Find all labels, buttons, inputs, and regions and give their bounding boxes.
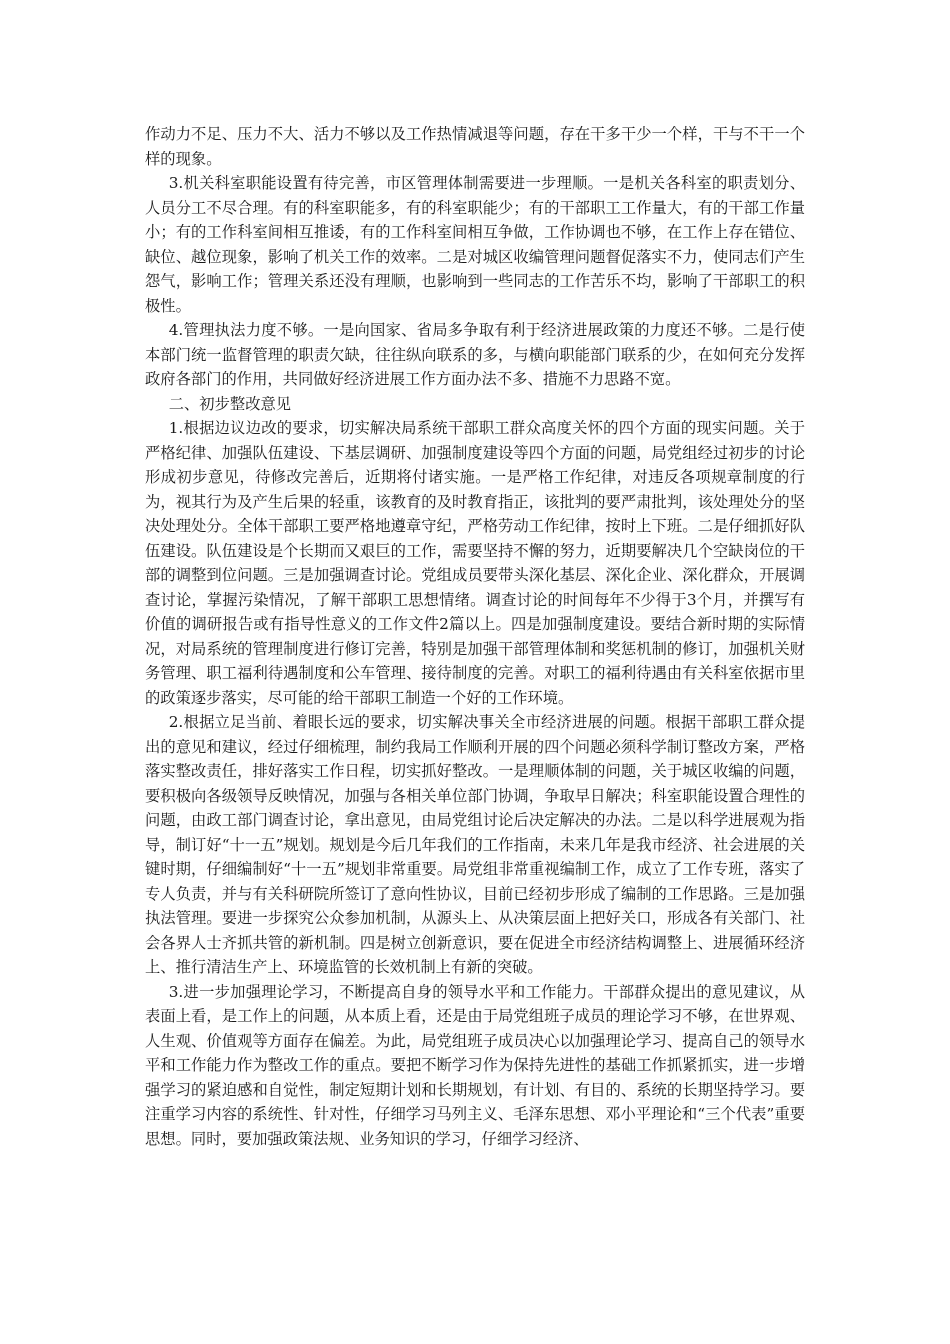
paragraph-fix-3: 3.进一步加强理论学习，不断提高自身的领导水平和工作能力。干部群众提出的意见建议，从表面上看，是工作上的问题，从本质上看，还是由于局党组班子成员的理论学习不够，在世界观、人生观、价值观等方面存在偏差。为此，局党组班子成员决心以加强理论学习、提高自己的领导水平和工作能力作为整改工作的重点。要把不断学习作为保持先进性的基础工作抓紧抓实，进一步增强学习的紧迫感和自觉性，制定短期计划和长期规划，有计划、有目的、系统的长期坚持学习。要注重学习内容的系统性、针对性，仔细学习马列主义、毛泽东思想、邓小平理论和“三个代表”重要思想。同时，要加强政策法规、业务知识的学习，仔细学习经济、 xyxy=(145,982,805,1148)
paragraph-fix-2: 2.根据立足当前、着眼长远的要求，切实解决事关全市经济进展的问题。根据干部职工群众提出的意见和建议，经过仔细梳理，制约我局工作顺利开展的四个问题必须科学制订整改方案，严格落实整改责任，排好落实工作日程，切实抓好整改。一是理顺体制的问题，关于城区收编的问题，要积极向各级领导反映情况，加强与各相关单位部门协调，争取早日解决；科室职能设置合理性的问题，由政工部门调查讨论，拿出意见，由局党组讨论后决定解决的办法。二是以科学进展观为指导，制订好“十一五”规划。规划是今后几年我们的工作指南，未来几年是我市经济、社会进展的关键时期，仔细编制好“十一五”规划非常重要。局党组非常重视编制工作，成立了工作专班，落实了专人负责，并与有关科研院所签订了意向性协议，目前已经初步形成了编制的工作思路。三是加强执法管理。要进一步探究公众参加机制，从源头上、从决策层面上把好关口，形成各有关部门、社会各界人士齐抓共管的新机制。四是树立创新意识，要在促进全市经济结构调整上、进展循环经济上、推行清洁生产上、环境监管的长效机制上有新的突破。 xyxy=(145,713,805,976)
paragraph-item-3: 3.机关科室职能设置有待完善，市区管理体制需要进一步理顺。一是机关各科室的职责划分、人员分工不尽合理。有的科室职能多，有的科室职能少；有的干部职工工作量大，有的干部工作量小；有的工作科室间相互推诿，有的工作科室间相互争做，工作协调也不够，在工作上存在错位、缺位、越位现象，影响了机关工作的效率。二是对城区收编管理问题督促落实不力，使同志们产生怨气，影响工作；管理关系还没有理顺，也影响到一些同志的工作苦乐不均，影响了干部职工的积极性。 xyxy=(145,174,805,315)
section-heading: 二、初步整改意见 xyxy=(168,394,292,413)
document-body xyxy=(145,122,805,1151)
paragraph-fix-1: 1.根据边议边改的要求，切实解决局系统干部职工群众高度关怀的四个方面的现实问题。关于严格纪律、加强队伍建设、下基层调研、加强制度建设等四个方面的问题，局党组经过初步的讨论形成初步意见，待修改完善后，近期将付诸实施。一是严格工作纪律，对违反各项规章制度的行为，视其行为及产生后果的轻重，该教育的及时教育指正，该批判的要严肃批判，该处理处分的坚决处理处分。全体干部职工要严格地遵章守纪，严格劳动工作纪律，按时上下班。二是仔细抓好队伍建设。队伍建设是个长期而又艰巨的工作，需要坚持不懈的努力，近期要解决几个空缺岗位的干部的调整到位问题。三是加强调查讨论。党组成员要带头深化基层、深化企业、深化群众，开展调查讨论，掌握污染情况，了解干部职工思想情绪。调查讨论的时间每年不少得于3个月，并撰写有价值的调研报告或有指导性意义的工作文件2篇以上。四是加强制度建设。要结合新时期的实际情况，对局系统的管理制度进行修订完善，特别是加强干部管理体制和奖惩机制的修订，加强机关财务管理、职工福利待遇制度和公车管理、接待制度的完善。对职工的福利待遇由有关科室依据市里的政策逐步落实，尽可能的给干部职工制造一个好的工作环境。 xyxy=(145,419,805,707)
paragraph-continuation: 作动力不足、压力不大、活力不够以及工作热情减退等问题，存在干多干少一个样，干与不干一个样的现象。 xyxy=(145,125,805,168)
paragraph-item-4: 4.管理执法力度不够。一是向国家、省局多争取有利于经济进展政策的力度还不够。二是行使本部门统一监督管理的职责欠缺，往往纵向联系的多，与横向职能部门联系的少，在如何充分发挥政府各部门的作用，共同做好经济进展工作方面办法不多、措施不力思路不宽。 xyxy=(145,321,805,388)
